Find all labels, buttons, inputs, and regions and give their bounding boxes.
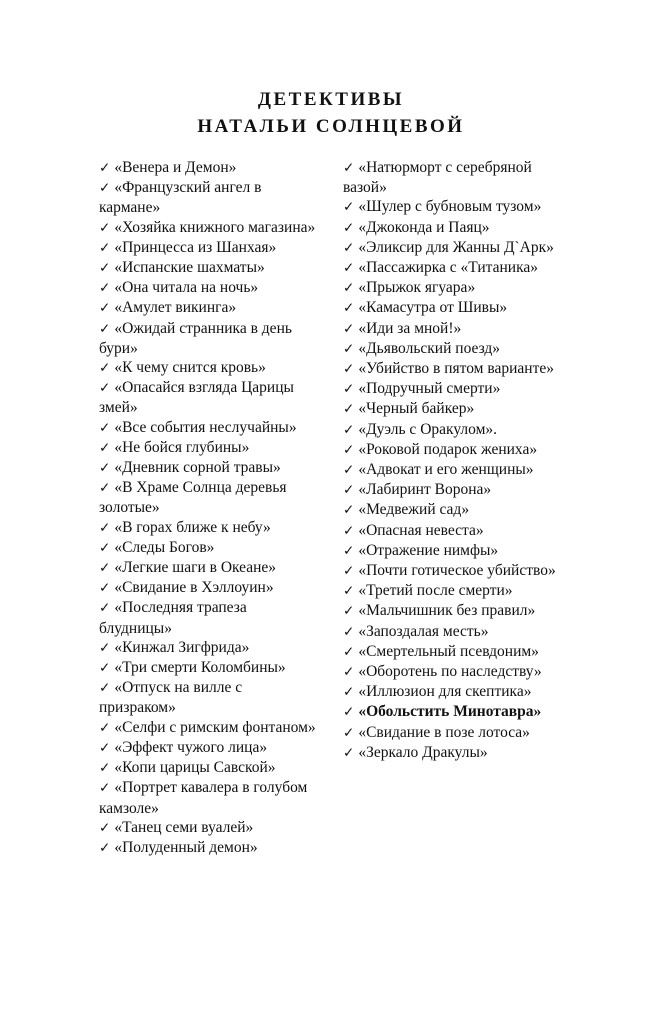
check-icon: ✓ xyxy=(99,320,111,337)
list-item xyxy=(343,480,563,500)
book-title: «Все события неслучайны» xyxy=(114,418,297,436)
book-title: «Эффект чужого лица» xyxy=(114,738,268,756)
book-title: «Испанские шахматы» xyxy=(114,259,265,277)
book-title: «Отпуск на вилле с призраком» xyxy=(99,679,243,717)
book-title: «Не бойся глубины» xyxy=(114,438,250,456)
check-icon: ✓ xyxy=(343,744,355,761)
list-item xyxy=(343,399,563,419)
check-icon: ✓ xyxy=(99,419,111,436)
book-title: «Почти готическое убийство» xyxy=(358,562,556,580)
book-title: «Копи царицы Савской» xyxy=(114,759,276,777)
book-title: «Запоздалая месть» xyxy=(358,622,489,640)
check-icon: ✓ xyxy=(343,563,355,580)
page-title xyxy=(0,0,662,140)
list-item xyxy=(99,298,319,318)
list-item xyxy=(99,158,319,178)
book-title: «Черный байкер» xyxy=(358,400,475,418)
book-title: «Роковой подарок жениха» xyxy=(358,440,538,458)
check-icon: ✓ xyxy=(99,480,111,497)
book-title: «Опасная невеста» xyxy=(358,521,484,539)
book-title: «Иллюзион для скептика» xyxy=(358,683,532,701)
check-icon: ✓ xyxy=(343,502,355,519)
book-title: «Пассажирка с «Титаника» xyxy=(358,259,539,277)
check-icon: ✓ xyxy=(343,199,355,216)
list-item xyxy=(99,578,319,598)
book-title: «Мальчишник без правил» xyxy=(358,602,536,620)
book-title: «Она читала на ночь» xyxy=(114,279,259,297)
book-title: «Обольстить Минотавра» xyxy=(358,703,542,721)
list-item xyxy=(99,738,319,758)
list-item xyxy=(343,278,563,298)
list-item xyxy=(99,218,319,238)
check-icon: ✓ xyxy=(343,401,355,418)
book-title: «Эликсир для Жанны Д`Арк» xyxy=(358,238,554,256)
check-icon: ✓ xyxy=(99,460,111,477)
list-item xyxy=(343,258,563,278)
list-item xyxy=(99,178,319,217)
check-icon: ✓ xyxy=(343,361,355,378)
list-item xyxy=(99,378,319,417)
book-title: «Следы Богов» xyxy=(114,538,215,556)
list-item xyxy=(99,778,319,817)
book-title: «Свидание в позе лотоса» xyxy=(358,723,530,741)
book-title: «Убийство в пятом варианте» xyxy=(358,360,554,378)
book-title: «Танец семи вуалей» xyxy=(114,818,254,836)
list-item xyxy=(99,678,319,717)
check-icon: ✓ xyxy=(99,360,111,377)
book-title: «Зеркало Дракулы» xyxy=(358,743,488,761)
book-title: «Портрет кавалера в голубом камзоле» xyxy=(99,779,308,817)
list-item xyxy=(99,258,319,278)
book-title: «Амулет викинга» xyxy=(114,299,237,317)
list-item xyxy=(99,558,319,578)
check-icon: ✓ xyxy=(343,724,355,741)
list-item xyxy=(343,420,563,440)
book-title: «Лабиринт Ворона» xyxy=(358,481,492,499)
check-icon: ✓ xyxy=(343,623,355,640)
book-title: «Дьявольский поезд» xyxy=(358,339,501,357)
check-icon: ✓ xyxy=(343,603,355,620)
check-icon: ✓ xyxy=(99,519,111,536)
check-icon: ✓ xyxy=(99,160,111,176)
book-title: «К чему снится кровь» xyxy=(114,359,266,377)
list-item xyxy=(99,238,319,258)
check-icon: ✓ xyxy=(99,300,111,317)
check-icon: ✓ xyxy=(343,421,355,438)
check-icon: ✓ xyxy=(343,219,355,236)
list-item xyxy=(343,702,563,722)
list-item xyxy=(343,238,563,258)
book-title: «Медвежий сад» xyxy=(358,501,470,519)
check-icon: ✓ xyxy=(343,684,355,701)
book-title: «Полуденный демон» xyxy=(114,838,258,856)
check-icon: ✓ xyxy=(343,239,355,256)
book-title: «Джоконда и Паяц» xyxy=(358,218,490,236)
list-item xyxy=(343,743,563,763)
check-icon: ✓ xyxy=(343,704,355,721)
list-item xyxy=(343,218,563,238)
list-item xyxy=(343,682,563,702)
book-title: «Принцесса из Шанхая» xyxy=(114,238,277,256)
check-icon: ✓ xyxy=(99,839,111,856)
check-icon: ✓ xyxy=(343,482,355,499)
book-title: «Иди за мной!» xyxy=(358,319,462,337)
list-item xyxy=(343,298,563,318)
book-title: «Дуэль с Оракулом». xyxy=(358,420,498,438)
book-title: «Кинжал Зигфрида» xyxy=(114,638,250,656)
book-title: «Адвокат и его женщины» xyxy=(358,461,534,479)
check-icon: ✓ xyxy=(343,340,355,357)
list-item xyxy=(343,197,563,217)
book-title: «Камасутра от Шивы» xyxy=(358,299,508,317)
book-title: «Подручный смерти» xyxy=(358,380,501,398)
check-icon: ✓ xyxy=(99,719,111,736)
check-icon: ✓ xyxy=(343,320,355,337)
list-item xyxy=(99,538,319,558)
book-title: «Дневник сорной травы» xyxy=(114,459,281,477)
check-icon: ✓ xyxy=(343,300,355,317)
book-title: «Опасайся взгляда Царицы змей» xyxy=(99,379,294,417)
check-icon: ✓ xyxy=(99,239,111,256)
book-title: «В горах ближе к небу» xyxy=(114,518,271,536)
book-title: «Селфи с римским фонтаном» xyxy=(114,718,316,736)
check-icon: ✓ xyxy=(99,600,111,617)
list-item xyxy=(343,440,563,460)
check-icon: ✓ xyxy=(343,522,355,539)
list-item xyxy=(343,158,563,197)
list-item xyxy=(99,319,319,358)
list-item xyxy=(343,601,563,621)
list-item xyxy=(343,581,563,601)
check-icon: ✓ xyxy=(343,462,355,479)
book-title: «Свидание в Хэллоуин» xyxy=(114,579,274,597)
book-title: «Прыжок ягуара» xyxy=(358,279,476,297)
check-icon: ✓ xyxy=(343,260,355,277)
list-item xyxy=(99,718,319,738)
list-item xyxy=(343,319,563,339)
book-list xyxy=(0,158,662,858)
page-title-line1: ДЕТЕКТИВЫ xyxy=(257,89,405,110)
page-title-line2: НАТАЛЬИ СОЛНЦЕВОЙ xyxy=(197,116,465,137)
right-column xyxy=(343,158,563,858)
check-icon: ✓ xyxy=(99,219,111,236)
check-icon: ✓ xyxy=(343,160,355,176)
check-icon: ✓ xyxy=(99,780,111,797)
book-title: «Третий после смерти» xyxy=(358,582,513,600)
book-title: «Ожидай странника в день бури» xyxy=(99,319,292,357)
check-icon: ✓ xyxy=(99,639,111,656)
check-icon: ✓ xyxy=(343,542,355,559)
list-item xyxy=(343,622,563,642)
list-item xyxy=(99,458,319,478)
left-column xyxy=(99,158,319,858)
list-item xyxy=(343,460,563,480)
list-item xyxy=(99,418,319,438)
check-icon: ✓ xyxy=(99,819,111,836)
list-item xyxy=(99,638,319,658)
list-item xyxy=(343,521,563,541)
check-icon: ✓ xyxy=(99,280,111,297)
check-icon: ✓ xyxy=(99,180,111,197)
list-item xyxy=(99,358,319,378)
check-icon: ✓ xyxy=(343,583,355,600)
book-title: «Последняя трапеза блудницы» xyxy=(99,599,247,637)
book-title: «Оборотень по наследству» xyxy=(358,663,542,681)
check-icon: ✓ xyxy=(99,380,111,397)
book-title: «Легкие шаги в Океане» xyxy=(114,559,277,577)
book-title: «Хозяйка книжного магазина» xyxy=(114,218,316,236)
book-title: «Три смерти Коломбины» xyxy=(114,659,286,677)
check-icon: ✓ xyxy=(343,664,355,681)
list-item xyxy=(99,838,319,858)
list-item xyxy=(99,758,319,778)
check-icon: ✓ xyxy=(99,739,111,756)
check-icon: ✓ xyxy=(99,680,111,697)
book-title: «Шулер с бубновым тузом» xyxy=(358,198,542,216)
check-icon: ✓ xyxy=(99,260,111,277)
check-icon: ✓ xyxy=(99,439,111,456)
list-item xyxy=(343,561,563,581)
check-icon: ✓ xyxy=(99,539,111,556)
check-icon: ✓ xyxy=(99,560,111,577)
check-icon: ✓ xyxy=(343,381,355,398)
book-title: «Французский ангел в кармане» xyxy=(99,179,262,217)
list-item xyxy=(343,662,563,682)
list-item xyxy=(99,818,319,838)
list-item xyxy=(343,541,563,561)
check-icon: ✓ xyxy=(99,760,111,777)
book-title: «Смертельный псевдоним» xyxy=(358,642,539,660)
list-item xyxy=(99,518,319,538)
list-item xyxy=(343,379,563,399)
book-title: «Отражение нимфы» xyxy=(358,541,499,559)
list-item xyxy=(343,339,563,359)
list-item xyxy=(99,438,319,458)
list-item xyxy=(343,500,563,520)
book-title: «Натюрморт с серебряной вазой» xyxy=(343,159,532,197)
list-item xyxy=(343,723,563,743)
list-item xyxy=(343,359,563,379)
book-title: «Венера и Демон» xyxy=(114,159,237,176)
book-title: «В Храме Солнца деревья золотые» xyxy=(99,479,287,517)
list-item xyxy=(99,658,319,678)
list-item xyxy=(99,278,319,298)
check-icon: ✓ xyxy=(99,660,111,677)
list-item xyxy=(99,478,319,517)
check-icon: ✓ xyxy=(343,280,355,297)
check-icon: ✓ xyxy=(343,441,355,458)
list-item xyxy=(99,598,319,637)
check-icon: ✓ xyxy=(343,643,355,660)
list-item xyxy=(343,642,563,662)
check-icon: ✓ xyxy=(99,580,111,597)
